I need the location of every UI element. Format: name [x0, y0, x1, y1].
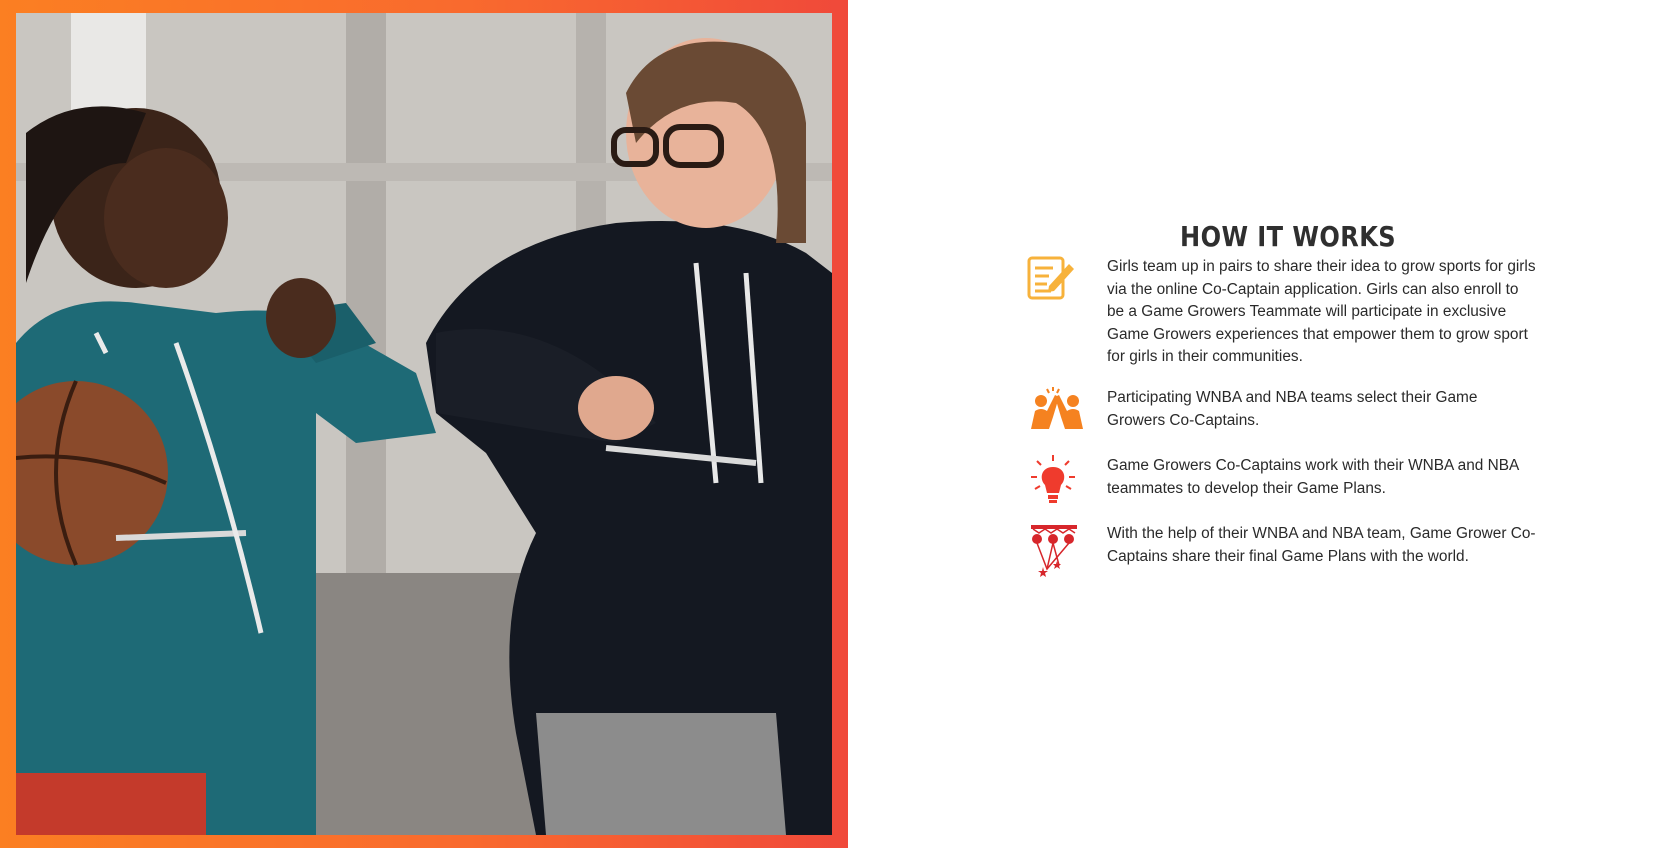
step-3	[1017, 455, 1537, 505]
step-2	[1017, 387, 1537, 437]
step-1	[1017, 256, 1537, 366]
lightbulb-icon	[1017, 455, 1089, 515]
step-text: Participating WNBA and NBA teams select their Game Growers Co-Captains.	[1107, 389, 1478, 429]
step-text: Girls team up in pairs to share their idea to grow sports for girls via the online Co-Captain application. Girls can also enroll to be a Game Growers Teammate will participate in exclusive Game Growers experiences that empower them to grow sport for girls in their communities.	[1107, 258, 1536, 366]
step-text: Game Growers Co-Captains work with their WNBA and NBA teammates to develop their Game Plans.	[1107, 457, 1519, 497]
girls-elbow-bump-illustration	[16, 13, 832, 835]
step-4	[1017, 523, 1537, 583]
application-form-icon	[1017, 256, 1089, 316]
section-title: HOW IT WORKS	[1180, 220, 1397, 253]
high-five-icon	[1017, 387, 1089, 447]
step-text: With the help of their WNBA and NBA team, Game Grower Co-Captains share their final Game Plans with the world.	[1107, 525, 1536, 565]
hero-photo	[16, 13, 832, 835]
basketball-net-celebration-icon	[1017, 523, 1089, 583]
